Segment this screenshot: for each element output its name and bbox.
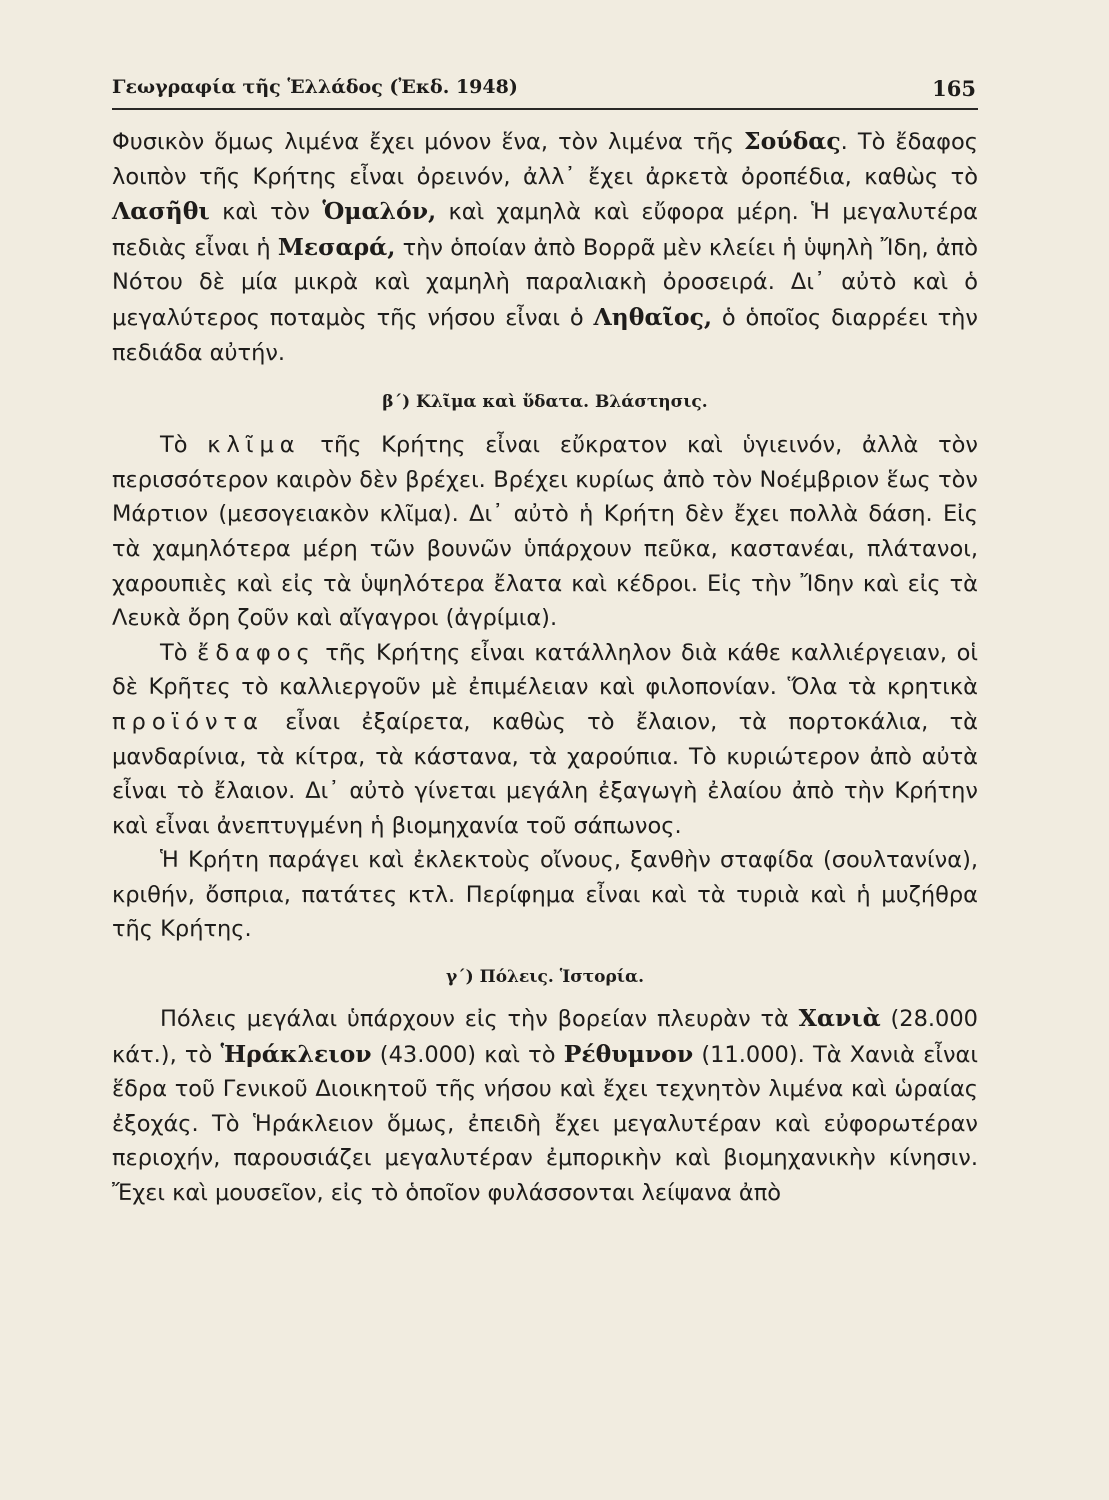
text-run: τὴν ὁποίαν ἀπὸ Βορρᾶ μὲν κλείει ἡ ὑψηλὴ Ἴδη, ἀπὸ Νότου δὲ μία μικρὰ καὶ χαμηλὴ παραλιακὴ ὀροσειρά. Δι᾽ αὐτὸ καὶ ὁ μεγαλύτερος ποταμὸς τῆς νήσου εἶναι ὁ bbox=[112, 234, 978, 331]
text-run: (28.000 κάτ.), τὸ bbox=[112, 1006, 978, 1068]
place-mesara: Μεσαρά, bbox=[277, 232, 396, 261]
place-lithaios: Ληθαῖος, bbox=[593, 302, 713, 331]
text-run: τῆς Κρήτης εἶναι εὔκρατον καὶ ὑγιεινόν, ἀλλὰ τὸν περισσότερον καιρὸν δὲν βρέχει. Βρέχει κυρίως ἀπὸ τὸν Νοέμβριον ἕως τὸν Μάρτιον (μεσογειακὸν κλῖμα). Δι᾽ αὐτὸ ἡ Κρήτη δὲν ἔχει πολλὰ δάση. Εἰς τὰ χαμηλότερα μέρη τῶν βουνῶν ὑπάρχουν πεῦκα, καστανέαι, πλάτανοι, χαρουπιὲς καὶ εἰς τὰ ὑψηλότερα ἔλατα καὶ κέδροι. Εἰς τὴν Ἴδην καὶ εἰς τὰ Λευκὰ ὄρη ζοῦν καὶ αἴγαγροι (ἀγρίμια). bbox=[112, 432, 978, 632]
spaced-term-klima: κλῖμα bbox=[207, 432, 301, 459]
spaced-term-edafos: ἔδαφος bbox=[197, 639, 316, 666]
text-run: Πόλεις μεγάλαι ὑπάρχουν εἰς τὴν βορείαν πλευρὰν τὰ bbox=[160, 1006, 799, 1033]
text-run: Τὸ bbox=[160, 432, 208, 459]
text-run: καὶ τὸν bbox=[209, 199, 323, 226]
running-head bbox=[112, 70, 978, 110]
paragraph-products: Ἡ Κρήτη παράγει καὶ ἐκλεκτοὺς οἴνους, ξανθὴν σταφίδα (σουλτανίνα), κριθήν, ὄσπρια, πατάτες κτλ. Περίφημα εἶναι καὶ τὰ τυριὰ καὶ ἡ μυζήθρα τῆς Κρήτης. bbox=[112, 847, 978, 943]
city-irakleion: Ἡράκλειον bbox=[220, 1039, 372, 1068]
section-heading-climate: β΄) Κλῖμα καὶ ὕδατα. Βλάστησις. bbox=[382, 392, 708, 413]
text-run: Τὸ bbox=[160, 639, 198, 666]
place-omalos: Ὁμαλόν, bbox=[322, 197, 437, 226]
text-run: . Τὸ ἔδαφος λοιπὸν τῆς Κρήτης εἶναι ὀρεινόν, ἀλλ᾽ ἔχει ἀρκετὰ ὀροπέδια, καθὼς τὸ bbox=[112, 129, 978, 190]
paragraph-cities bbox=[112, 1001, 978, 1211]
paragraph-climate bbox=[112, 428, 978, 636]
book-title: Γεωγραφία τῆς Ἑλλάδος (Ἐκδ. 1948) bbox=[112, 76, 518, 98]
text-run: εἶναι ἐξαίρετα, καθὼς τὸ ἔλαιον, τὰ πορτοκάλια, τὰ μανδαρίνια, τὰ κίτρα, τὰ κάστανα, τὰ χαρούπια. Τὸ κυριώτερον ἀπὸ αὐτὰ εἶναι τὸ ἔλαιον. Δι᾽ αὐτὸ γίνεται μεγάλη ἐξαγωγὴ ἐλαίου ἀπὸ τὴν Κρήτην καὶ εἶναι ἀνεπτυγμένη ἡ βιομηχανία τοῦ σάπωνος. bbox=[112, 708, 978, 839]
spaced-term-proionta: προϊόντα bbox=[112, 708, 264, 735]
text-run: (11.000). Τὰ Χανιὰ εἶναι ἕδρα τοῦ Γενικοῦ Διοικητοῦ τῆς νήσου καὶ ἔχει τεχνητὸν λιμένα καὶ ὡραίας ἐξοχάς. Τὸ Ἡράκλειον ὅμως, ἐπειδὴ ἔχει μεγαλυτέραν καὶ εὐφορωτέραν περιοχήν, παρουσιάζει μεγαλυτέραν ἐμπορικὴν καὶ βιομηχανικὴν κίνησιν. Ἔχει καὶ μουσεῖον, εἰς τὸ ὁποῖον φυλάσσονται λείψανα ἀπὸ bbox=[112, 1041, 978, 1207]
city-rethymnon: Ρέθυμνον bbox=[563, 1039, 694, 1068]
place-lasithi: Λασῆθι bbox=[112, 197, 210, 226]
section-heading-cities: γ΄) Πόλεις. Ἱστορία. bbox=[445, 967, 645, 988]
text-run: τῆς Κρήτης εἶναι κατάλληλον διὰ κάθε καλλιέργειαν, οἱ δὲ Κρῆτες τὸ καλλιεργοῦν μὲ ἐπιμέλειαν καὶ φιλοπονίαν. Ὅλα τὰ κρητικὰ bbox=[112, 639, 978, 701]
page-number: 165 bbox=[932, 76, 976, 101]
text-run: ὁ ὁποῖος διαρρέει τὴν πεδιάδα αὐτήν. bbox=[112, 304, 979, 366]
paragraph-intro bbox=[112, 124, 978, 370]
text-run: Φυσικὸν ὅμως λιμένα ἔχει μόνον ἕνα, τὸν λιμένα τῆς bbox=[112, 129, 744, 155]
city-chania: Χανιὰ bbox=[798, 1004, 881, 1033]
place-souda: Σούδας bbox=[743, 127, 841, 155]
text-run: (43.000) καὶ τὸ bbox=[371, 1041, 564, 1068]
paragraph-soil bbox=[112, 636, 978, 844]
page-body bbox=[112, 124, 978, 1211]
text-run: καὶ χαμηλὰ καὶ εὔφορα μέρη. Ἡ μεγαλυτέρα πεδιὰς εἶναι ἡ bbox=[112, 199, 978, 261]
